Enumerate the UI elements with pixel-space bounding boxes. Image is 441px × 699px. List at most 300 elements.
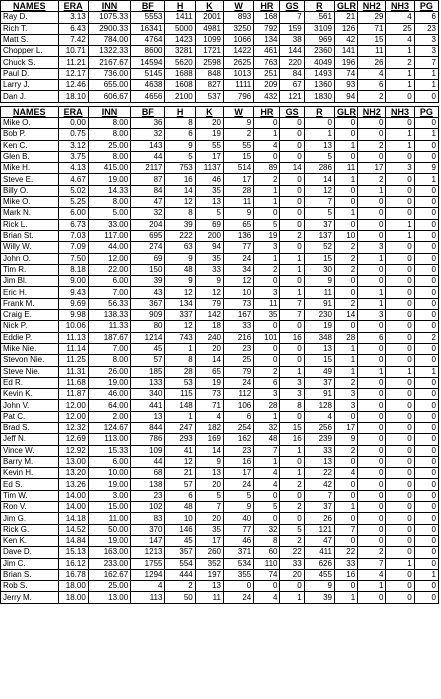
stat-cell-pg: 0 bbox=[414, 287, 438, 298]
stat-cell-hr: 3 bbox=[254, 242, 280, 253]
stat-cell-h: 6 bbox=[165, 490, 195, 501]
stat-cell-h: 357 bbox=[165, 547, 195, 558]
stat-cell-w: 23 bbox=[223, 343, 253, 354]
stat-cell-w: 73 bbox=[223, 298, 253, 309]
stat-cell-hr: 1 bbox=[254, 456, 280, 467]
stat-cell-era: 11.68 bbox=[58, 377, 88, 388]
stat-cell-nh3: 0 bbox=[386, 479, 414, 490]
stat-cell-nh3: 0 bbox=[386, 91, 414, 102]
stat-cell-bf: 68 bbox=[131, 468, 165, 479]
stat-cell-r: 49 bbox=[304, 366, 334, 377]
stat-cell-glr: 2 bbox=[334, 298, 357, 309]
stat-cell-k: 169 bbox=[195, 434, 223, 445]
stat-cell-pg: 0 bbox=[414, 490, 438, 501]
stat-cell-nh2: 71 bbox=[358, 23, 386, 34]
stat-cell-w: 28 bbox=[223, 185, 253, 196]
stat-cell-inn: 8.00 bbox=[88, 355, 130, 366]
stat-cell-gs: 7 bbox=[280, 310, 304, 321]
stat-cell-gs: 220 bbox=[280, 57, 304, 68]
player-name-cell: Eddie P. bbox=[1, 332, 59, 343]
stat-cell-k: 65 bbox=[195, 366, 223, 377]
column-header-glr: GLR bbox=[334, 106, 357, 117]
stat-cell-era: 6.00 bbox=[58, 208, 88, 219]
stat-cell-k: 9 bbox=[195, 276, 223, 287]
player-name-cell: Billy O. bbox=[1, 185, 59, 196]
stat-cell-nh3: 0 bbox=[386, 445, 414, 456]
stat-cell-gs: 33 bbox=[280, 558, 304, 569]
stat-cell-inn: 8.00 bbox=[88, 151, 130, 162]
stat-cell-inn: 8.00 bbox=[88, 117, 130, 128]
stat-cell-pg: 0 bbox=[414, 377, 438, 388]
stat-cell-nh2: 26 bbox=[358, 57, 386, 68]
stat-cell-inn: 2167.67 bbox=[88, 57, 130, 68]
stat-cell-r: 15 bbox=[304, 253, 334, 264]
stat-cell-gs: 5 bbox=[280, 524, 304, 535]
stat-cell-pg: 0 bbox=[414, 547, 438, 558]
stat-cell-h: 9 bbox=[165, 253, 195, 264]
stat-cell-nh2: 0 bbox=[358, 592, 386, 603]
player-name-cell: Kevin K. bbox=[1, 389, 59, 400]
table-row bbox=[1, 34, 439, 45]
column-header-r: R bbox=[304, 106, 334, 117]
stat-cell-glr: 0 bbox=[334, 513, 357, 524]
stat-cell-glr: 0 bbox=[334, 129, 357, 140]
stat-cell-k: 20 bbox=[195, 479, 223, 490]
stat-cell-nh2: 0 bbox=[358, 230, 386, 241]
table-row bbox=[1, 163, 439, 174]
stat-cell-w: 106 bbox=[223, 400, 253, 411]
stat-cell-h: 12 bbox=[165, 321, 195, 332]
stat-cell-nh2: 0 bbox=[358, 151, 386, 162]
stat-cell-inn: 19.00 bbox=[88, 377, 130, 388]
stat-cell-gs: 0 bbox=[280, 151, 304, 162]
stat-cell-gs: 0 bbox=[280, 242, 304, 253]
stat-cell-glr: 1 bbox=[334, 208, 357, 219]
table-row bbox=[1, 298, 439, 309]
table-row bbox=[1, 129, 439, 140]
player-name-cell: Jerry M. bbox=[1, 592, 59, 603]
stat-cell-w: 79 bbox=[223, 366, 253, 377]
column-header-era: ERA bbox=[58, 106, 88, 117]
stat-cell-inn: 11.33 bbox=[88, 321, 130, 332]
stat-cell-inn: 25.00 bbox=[88, 581, 130, 592]
player-name-cell: Brian St. bbox=[1, 230, 59, 241]
stat-cell-era: 6.43 bbox=[58, 23, 88, 34]
stat-cell-h: 5620 bbox=[165, 57, 195, 68]
stat-cell-h: 5000 bbox=[165, 23, 195, 34]
stat-cell-w: 5 bbox=[223, 490, 253, 501]
stat-cell-hr: 8 bbox=[254, 535, 280, 546]
stat-cell-glr: 94 bbox=[334, 91, 357, 102]
stat-cell-gs: 84 bbox=[280, 68, 304, 79]
stat-cell-hr: 4 bbox=[254, 140, 280, 151]
column-header-h: H bbox=[165, 106, 195, 117]
player-name-cell: Rich T. bbox=[1, 23, 59, 34]
stat-cell-pg: 0 bbox=[414, 422, 438, 433]
stat-cell-bf: 844 bbox=[131, 422, 165, 433]
stat-cell-nh2: 0 bbox=[358, 524, 386, 535]
stat-cell-inn: 415.00 bbox=[88, 163, 130, 174]
player-name-cell: Ed R. bbox=[1, 377, 59, 388]
stat-cell-nh3: 0 bbox=[386, 535, 414, 546]
stat-cell-bf: 44 bbox=[131, 151, 165, 162]
table-row bbox=[1, 355, 439, 366]
stat-cell-era: 10.06 bbox=[58, 321, 88, 332]
stat-cell-hr: 209 bbox=[254, 80, 280, 91]
stat-cell-k: 79 bbox=[195, 298, 223, 309]
stat-cell-era: 6.73 bbox=[58, 219, 88, 230]
stat-cell-nh2: 3 bbox=[358, 242, 386, 253]
table-row bbox=[1, 12, 439, 23]
stat-cell-era: 10.71 bbox=[58, 46, 88, 57]
stat-cell-bf: 5553 bbox=[131, 12, 165, 23]
stat-cell-h: 8 bbox=[165, 208, 195, 219]
column-header-names: NAMES bbox=[1, 1, 59, 12]
stat-cell-w: 0 bbox=[223, 581, 253, 592]
stat-cell-inn: 12.00 bbox=[88, 253, 130, 264]
stat-cell-gs: 121 bbox=[280, 91, 304, 102]
stat-cell-h: 222 bbox=[165, 230, 195, 241]
stat-cell-bf: 4638 bbox=[131, 80, 165, 91]
stat-cell-hr: 0 bbox=[254, 513, 280, 524]
table-row bbox=[1, 230, 439, 241]
stat-cell-nh3: 1 bbox=[386, 80, 414, 91]
stat-cell-hr: 0 bbox=[254, 355, 280, 366]
table-row bbox=[1, 468, 439, 479]
table-row bbox=[1, 208, 439, 219]
stat-cell-nh2: 0 bbox=[358, 422, 386, 433]
stat-cell-era: 11.14 bbox=[58, 343, 88, 354]
stat-cell-nh2: 2 bbox=[358, 547, 386, 558]
stat-cell-inn: 56.33 bbox=[88, 298, 130, 309]
stat-cell-era: 16.78 bbox=[58, 569, 88, 580]
stat-cell-glr: 9 bbox=[334, 434, 357, 445]
table-row bbox=[1, 117, 439, 128]
stat-cell-nh2: 1 bbox=[358, 185, 386, 196]
stat-cell-bf: 147 bbox=[131, 535, 165, 546]
stat-cell-h: 48 bbox=[165, 264, 195, 275]
stat-cell-w: 25 bbox=[223, 355, 253, 366]
stat-cell-glr: 0 bbox=[334, 287, 357, 298]
stat-cell-k: 200 bbox=[195, 230, 223, 241]
stat-cell-bf: 4 bbox=[131, 581, 165, 592]
stat-cell-gs: 0 bbox=[280, 411, 304, 422]
stat-cell-gs: 2 bbox=[280, 230, 304, 241]
table-row bbox=[1, 389, 439, 400]
stat-cell-hr: 432 bbox=[254, 91, 280, 102]
stat-cell-k: 4981 bbox=[195, 23, 223, 34]
stat-cell-pg: 1 bbox=[414, 174, 438, 185]
stat-cell-gs: 0 bbox=[280, 276, 304, 287]
stat-cell-hr: 461 bbox=[254, 46, 280, 57]
stat-cell-hr: 48 bbox=[254, 434, 280, 445]
stat-cell-k: 19 bbox=[195, 129, 223, 140]
table-row bbox=[1, 264, 439, 275]
stat-cell-pg: 0 bbox=[414, 264, 438, 275]
stat-cell-k: 17 bbox=[195, 535, 223, 546]
stat-cell-bf: 2117 bbox=[131, 163, 165, 174]
stat-cell-hr: 2 bbox=[254, 366, 280, 377]
stat-cell-pg: 0 bbox=[414, 581, 438, 592]
stat-cell-pg: 0 bbox=[414, 513, 438, 524]
stat-cell-pg: 0 bbox=[414, 524, 438, 535]
header-row bbox=[1, 106, 439, 117]
table-row bbox=[1, 569, 439, 580]
stat-cell-pg: 0 bbox=[414, 355, 438, 366]
stat-cell-hr: 32 bbox=[254, 524, 280, 535]
stat-cell-nh3: 0 bbox=[386, 355, 414, 366]
stat-cell-pg: 23 bbox=[414, 23, 438, 34]
stat-cell-era: 13.26 bbox=[58, 479, 88, 490]
stat-cell-inn: 6.00 bbox=[88, 456, 130, 467]
stat-cell-k: 13 bbox=[195, 197, 223, 208]
table-row bbox=[1, 197, 439, 208]
stat-cell-h: 63 bbox=[165, 242, 195, 253]
stat-cell-era: 14.52 bbox=[58, 524, 88, 535]
stat-cell-gs: 2 bbox=[280, 479, 304, 490]
stat-cell-pg: 0 bbox=[414, 434, 438, 445]
stat-cell-r: 561 bbox=[304, 12, 334, 23]
stat-cell-nh3: 0 bbox=[386, 490, 414, 501]
stat-cell-inn: 15.00 bbox=[88, 502, 130, 513]
table-row bbox=[1, 592, 439, 603]
stat-cell-era: 15.13 bbox=[58, 547, 88, 558]
stat-cell-glr: 14 bbox=[334, 310, 357, 321]
stat-cell-pg: 0 bbox=[414, 400, 438, 411]
stat-cell-era: 7.42 bbox=[58, 34, 88, 45]
stat-cell-nh2: 0 bbox=[358, 513, 386, 524]
player-name-cell: John O. bbox=[1, 253, 59, 264]
stat-cell-gs: 0 bbox=[280, 456, 304, 467]
stat-cell-hr: 4 bbox=[254, 468, 280, 479]
stat-cell-r: 39 bbox=[304, 592, 334, 603]
stat-cell-pg: 0 bbox=[414, 389, 438, 400]
stat-cell-pg: 0 bbox=[414, 298, 438, 309]
stat-cell-inn: 19.00 bbox=[88, 174, 130, 185]
stat-cell-gs: 1 bbox=[280, 445, 304, 456]
stat-cell-hr: 1 bbox=[254, 197, 280, 208]
stat-cell-era: 9.43 bbox=[58, 287, 88, 298]
stat-cell-pg: 1 bbox=[414, 80, 438, 91]
stat-cell-nh3: 0 bbox=[386, 197, 414, 208]
player-name-cell: Steve Nie. bbox=[1, 366, 59, 377]
stat-cell-nh3: 0 bbox=[386, 287, 414, 298]
stat-cell-nh3: 0 bbox=[386, 310, 414, 321]
table-row bbox=[1, 524, 439, 535]
stat-cell-gs: 144 bbox=[280, 46, 304, 57]
stat-cell-k: 20 bbox=[195, 117, 223, 128]
stat-cell-glr: 17 bbox=[334, 422, 357, 433]
stat-cell-w: 534 bbox=[223, 558, 253, 569]
table-row bbox=[1, 57, 439, 68]
table-row bbox=[1, 366, 439, 377]
stat-cell-k: 46 bbox=[195, 174, 223, 185]
stat-cell-bf: 204 bbox=[131, 219, 165, 230]
stat-cell-gs: 0 bbox=[280, 129, 304, 140]
stat-cell-nh2: 7 bbox=[358, 558, 386, 569]
stat-cell-hr: 5 bbox=[254, 502, 280, 513]
stat-cell-gs: 15 bbox=[280, 422, 304, 433]
stat-cell-era: 18.00 bbox=[58, 581, 88, 592]
stat-cell-glr: 1 bbox=[334, 355, 357, 366]
stat-cell-gs: 2 bbox=[280, 502, 304, 513]
stat-cell-w: 3250 bbox=[223, 23, 253, 34]
stat-cell-r: 52 bbox=[304, 242, 334, 253]
stat-cell-h: 8 bbox=[165, 355, 195, 366]
player-name-cell: Craig E. bbox=[1, 310, 59, 321]
stat-cell-r: 13 bbox=[304, 456, 334, 467]
stat-cell-r: 348 bbox=[304, 332, 334, 343]
stat-cell-k: 73 bbox=[195, 389, 223, 400]
stat-cell-k: 197 bbox=[195, 569, 223, 580]
stat-cell-inn: 14.33 bbox=[88, 185, 130, 196]
column-header-pg: PG bbox=[414, 106, 438, 117]
stat-cell-pg: 0 bbox=[414, 117, 438, 128]
stat-cell-nh3: 0 bbox=[386, 400, 414, 411]
stat-cell-era: 4.13 bbox=[58, 163, 88, 174]
player-name-cell: Jim C. bbox=[1, 558, 59, 569]
stat-cell-nh3: 2 bbox=[386, 57, 414, 68]
stat-cell-bf: 370 bbox=[131, 524, 165, 535]
stat-cell-w: 33 bbox=[223, 321, 253, 332]
stat-cell-inn: 606.67 bbox=[88, 91, 130, 102]
stat-cell-era: 0.75 bbox=[58, 129, 88, 140]
player-name-cell: Stevon Nie. bbox=[1, 355, 59, 366]
stat-cell-era: 3.75 bbox=[58, 151, 88, 162]
stat-cell-r: 14 bbox=[304, 174, 334, 185]
stat-cell-h: 6 bbox=[165, 129, 195, 140]
stat-cell-bf: 32 bbox=[131, 208, 165, 219]
stat-cell-nh3: 0 bbox=[386, 151, 414, 162]
stat-cell-era: 14.00 bbox=[58, 502, 88, 513]
stat-cell-glr: 1 bbox=[334, 502, 357, 513]
stat-cell-era: 14.00 bbox=[58, 490, 88, 501]
player-name-cell: Ray D. bbox=[1, 12, 59, 23]
stat-cell-nh3: 1 bbox=[386, 46, 414, 57]
stat-cell-gs: 1 bbox=[280, 253, 304, 264]
stat-cell-era: 11.13 bbox=[58, 332, 88, 343]
table-row bbox=[1, 422, 439, 433]
stat-cell-pg: 0 bbox=[414, 208, 438, 219]
stat-cell-k: 35 bbox=[195, 185, 223, 196]
stat-cell-nh3: 0 bbox=[386, 456, 414, 467]
stat-cell-nh3: 0 bbox=[386, 592, 414, 603]
stat-cell-r: 4 bbox=[304, 411, 334, 422]
stat-cell-hr: 7 bbox=[254, 445, 280, 456]
stat-cell-gs: 2 bbox=[280, 535, 304, 546]
stat-cell-r: 137 bbox=[304, 230, 334, 241]
stat-cell-bf: 109 bbox=[131, 445, 165, 456]
stat-cell-k: 7 bbox=[195, 502, 223, 513]
stat-cell-era: 12.92 bbox=[58, 445, 88, 456]
stat-cell-bf: 695 bbox=[131, 230, 165, 241]
player-name-cell: Ed S. bbox=[1, 479, 59, 490]
stat-cell-r: 626 bbox=[304, 558, 334, 569]
stat-cell-nh2: 0 bbox=[358, 219, 386, 230]
column-header-nh2: NH2 bbox=[358, 1, 386, 12]
stat-cell-nh3: 4 bbox=[386, 34, 414, 45]
stat-cell-bf: 44 bbox=[131, 456, 165, 467]
stat-cell-nh3: 0 bbox=[386, 185, 414, 196]
column-header-k: K bbox=[195, 1, 223, 12]
stat-cell-nh3: 0 bbox=[386, 547, 414, 558]
stat-cell-r: 37 bbox=[304, 377, 334, 388]
stat-cell-w: 15 bbox=[223, 151, 253, 162]
stat-cell-k: 35 bbox=[195, 253, 223, 264]
stat-cell-nh3: 0 bbox=[386, 389, 414, 400]
stat-cell-r: 411 bbox=[304, 547, 334, 558]
stat-cell-h: 45 bbox=[165, 535, 195, 546]
stat-cell-bf: 4656 bbox=[131, 91, 165, 102]
stat-cell-h: 1 bbox=[165, 411, 195, 422]
player-name-cell: Nick P. bbox=[1, 321, 59, 332]
stat-cell-w: 65 bbox=[223, 219, 253, 230]
stat-cell-k: 12 bbox=[195, 287, 223, 298]
stat-cell-nh3: 0 bbox=[386, 434, 414, 445]
player-name-cell: Rob S. bbox=[1, 581, 59, 592]
stat-cell-r: 30 bbox=[304, 264, 334, 275]
stat-cell-inn: 162.67 bbox=[88, 569, 130, 580]
stat-cell-pg: 0 bbox=[414, 479, 438, 490]
stat-cell-glr: 2 bbox=[334, 264, 357, 275]
stat-cell-w: 77 bbox=[223, 524, 253, 535]
stat-cell-nh2: 1 bbox=[358, 366, 386, 377]
stat-cell-w: 24 bbox=[223, 253, 253, 264]
stat-cell-glr: 0 bbox=[334, 197, 357, 208]
stat-cell-nh2: 2 bbox=[358, 91, 386, 102]
stat-cell-nh2: 0 bbox=[358, 411, 386, 422]
stat-cell-nh2: 1 bbox=[358, 287, 386, 298]
stat-cell-bf: 84 bbox=[131, 185, 165, 196]
stat-cell-k: 9 bbox=[195, 456, 223, 467]
stat-cell-pg: 0 bbox=[414, 502, 438, 513]
stat-cell-r: 256 bbox=[304, 422, 334, 433]
stat-cell-nh3: 0 bbox=[386, 524, 414, 535]
stat-cell-gs: 20 bbox=[280, 569, 304, 580]
stat-cell-era: 5.02 bbox=[58, 185, 88, 196]
stat-cell-r: 969 bbox=[304, 34, 334, 45]
stat-cell-w: 1422 bbox=[223, 46, 253, 57]
player-name-cell: Willy W. bbox=[1, 242, 59, 253]
player-name-cell: Mike H. bbox=[1, 163, 59, 174]
table-row bbox=[1, 140, 439, 151]
stat-cell-nh3: 0 bbox=[386, 569, 414, 580]
stat-cell-nh2: 0 bbox=[358, 129, 386, 140]
stat-cell-era: 12.17 bbox=[58, 68, 88, 79]
player-name-cell: Tim W. bbox=[1, 490, 59, 501]
stat-cell-h: 57 bbox=[165, 479, 195, 490]
stat-cell-bf: 43 bbox=[131, 287, 165, 298]
stat-cell-w: 371 bbox=[223, 547, 253, 558]
stat-cell-glr: 33 bbox=[334, 558, 357, 569]
stat-cell-nh3: 4 bbox=[386, 12, 414, 23]
stat-cell-glr: 1 bbox=[334, 592, 357, 603]
stat-cell-glr: 2 bbox=[334, 445, 357, 456]
stat-cell-hr: 32 bbox=[254, 422, 280, 433]
table-row bbox=[1, 185, 439, 196]
stat-cell-inn: 26.00 bbox=[88, 366, 130, 377]
table-row bbox=[1, 276, 439, 287]
table-row bbox=[1, 343, 439, 354]
stat-cell-glr: 10 bbox=[334, 230, 357, 241]
stat-cell-h: 8 bbox=[165, 117, 195, 128]
stat-cell-nh2: 15 bbox=[358, 34, 386, 45]
stat-cell-inn: 2.00 bbox=[88, 411, 130, 422]
player-name-cell: Barry M. bbox=[1, 456, 59, 467]
stat-cell-w: 2625 bbox=[223, 57, 253, 68]
stat-cell-nh2: 0 bbox=[358, 197, 386, 208]
stat-cell-nh2: 29 bbox=[358, 12, 386, 23]
